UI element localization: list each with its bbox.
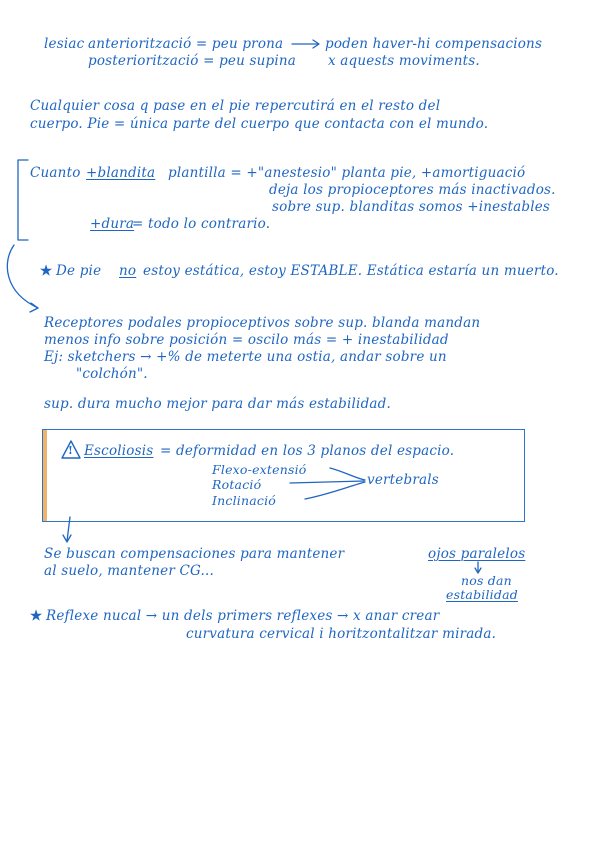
note-sup-dura: sup. dura mucho mejor para dar más estabilidad. (44, 396, 391, 412)
note-propioceptores: deja los propioceptores más inactivados. (269, 182, 556, 198)
note-blandita: +blandita (86, 165, 156, 181)
note-anteriorizacion: anteriorització = peu prona (88, 36, 284, 52)
note-escoliosis: Escoliosis (84, 443, 154, 459)
star-icon: ★ (30, 608, 43, 624)
note-dura: +dura (90, 216, 135, 232)
note-pie-line-2: cuerpo. Pie = única parte del cuerpo que contacta con el mundo. (30, 116, 489, 132)
note-pie-line-1: Cualquier cosa q pase en el pie repercutirá en el resto del (30, 98, 441, 114)
note-lesiac: lesiac (44, 36, 85, 52)
note-posteriorizacion: posteriorització = peu supina (88, 53, 297, 69)
note-contrario: = todo lo contrario. (132, 216, 271, 232)
box-accent-bar (43, 430, 47, 521)
note-receptores-line-4: "colchón". (76, 366, 148, 382)
note-receptores-line-1: Receptores podales propioceptivos sobre sup. blanda mandan (44, 315, 481, 331)
note-compensaciones-line-2: al suelo, mantener CG... (44, 563, 214, 579)
note-reflexe-line-1: Reflexe nucal → un dels primers reflexes → x anar crear (46, 608, 440, 624)
bracket-icon (18, 160, 28, 240)
note-deformidad: = deformidad en los 3 planos del espacio. (160, 443, 455, 459)
arrowhead-icon (30, 303, 38, 312)
note-movimientos: x aquests moviments. (328, 53, 480, 69)
note-receptores-line-3: Ej: sketchers → +% de meterte una ostia, andar sobre un (44, 349, 447, 365)
note-rotacio: Rotació (212, 477, 262, 492)
curved-arrow-icon (7, 245, 38, 308)
arrowhead-icon (63, 535, 71, 542)
warning-mark: ! (68, 444, 74, 457)
note-nos-dan: nos dan (461, 573, 512, 588)
note-vertebrals: vertebrals (367, 472, 439, 488)
star-icon: ★ (40, 263, 53, 279)
note-receptores-line-2: menos info sobre posición = oscilo más = + inestabilidad (44, 332, 449, 348)
arrowhead-icon (313, 40, 319, 48)
note-no: no (119, 263, 137, 279)
note-ojos-paralelos: ojos paralelos (428, 546, 526, 562)
note-reflexe-line-2: curvatura cervical i horitzontalitzar mirada. (186, 626, 497, 642)
note-inestables: sobre sup. blanditas somos +inestables (272, 199, 551, 215)
note-compensaciones-line-1: Se buscan compensaciones para mantener (44, 546, 345, 562)
note-flexo-extensio: Flexo-extensió (212, 462, 307, 477)
note-cuanto: Cuanto (30, 165, 81, 181)
note-plantilla: plantilla = +"anestesio" planta pie, +amortiguació (168, 165, 526, 181)
note-estable: estoy estática, estoy ESTABLE. Estática estaría un muerto. (143, 263, 559, 279)
note-de-pie: De pie (56, 263, 102, 279)
note-inclinacio: Inclinació (212, 493, 277, 508)
note-estabilidad: estabilidad (446, 587, 518, 602)
note-compensaciones: poden haver-hi compensacions (325, 36, 543, 52)
